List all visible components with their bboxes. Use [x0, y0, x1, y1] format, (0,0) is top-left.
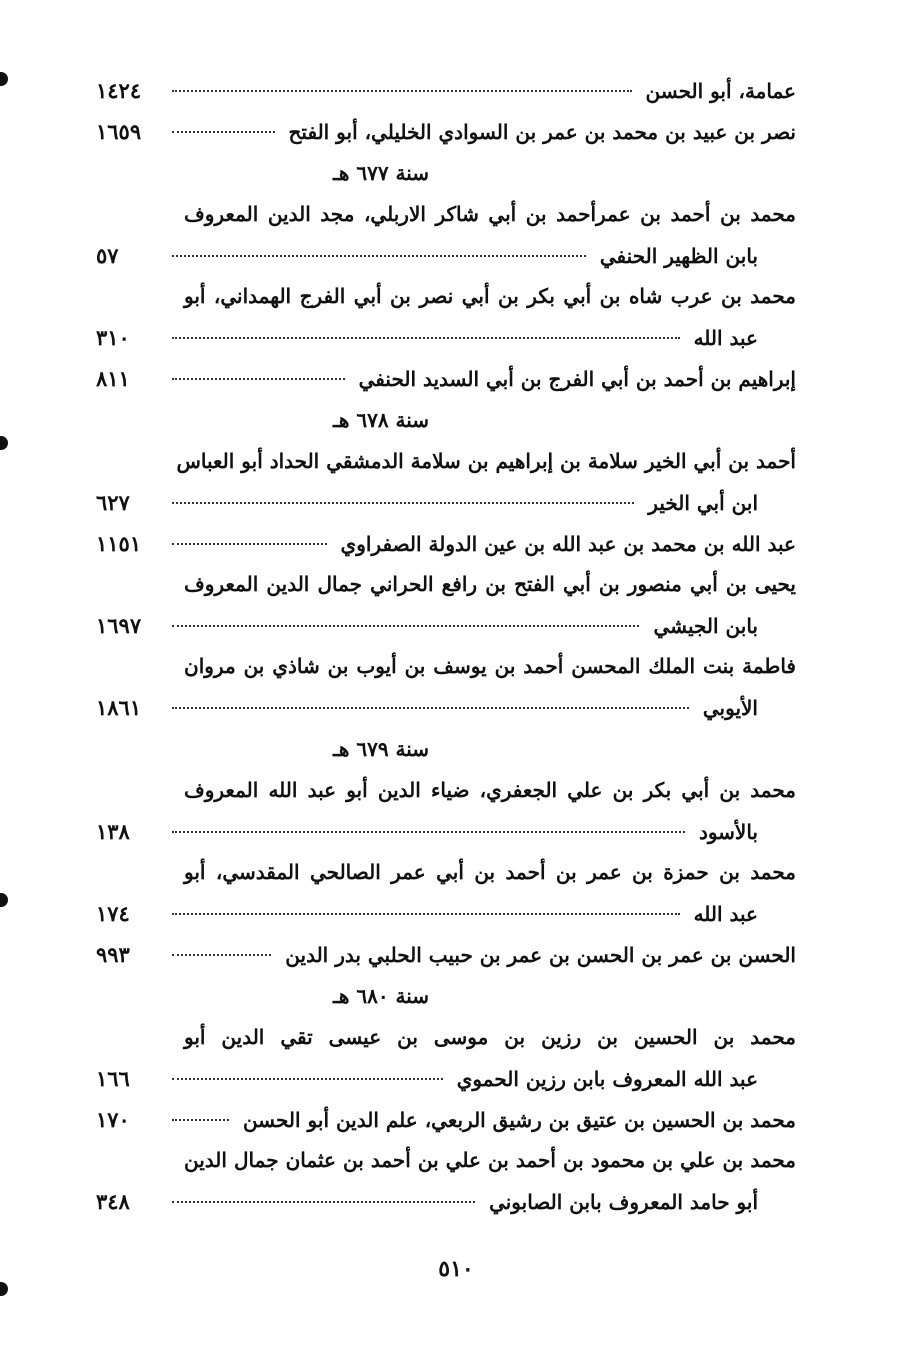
- entry-name: إبراهيم بن أحمد بن أبي الفرج بن أبي السديد الحنفي: [358, 367, 796, 391]
- year-heading: سنة ٦٧٨ هـ: [332, 408, 430, 432]
- binding-mark: [0, 72, 8, 86]
- dot-leader: [172, 954, 271, 956]
- index-entry: [96, 111, 796, 152]
- dot-leader: [172, 625, 639, 627]
- entry-name-line: محمد بن الحسين بن رزين بن موسى بن عيسى تقي الدين أبو: [184, 1025, 796, 1049]
- entry-page-number: ١١٥١: [96, 531, 142, 556]
- entry-page-number: ٣٤٨: [96, 1189, 130, 1214]
- entry-page-number: ٩٩٣: [96, 942, 130, 967]
- entry-line: [96, 687, 796, 728]
- index-entry: [96, 1017, 796, 1099]
- dot-leader: [172, 1201, 475, 1203]
- entry-page-number: ١٦٦: [96, 1066, 130, 1091]
- dot-leader: [172, 502, 634, 504]
- dot-leader: [172, 831, 685, 833]
- entry-name: عبد الله المعروف بابن رزين الحموي: [456, 1067, 758, 1091]
- entry-line: [96, 523, 796, 564]
- entry-name: عمامة، أبو الحسن: [645, 79, 796, 103]
- entry-page-number: ١٤٢٤: [96, 78, 142, 103]
- entry-name: عبد الله بن محمد بن عبد الله بن عين الدولة الصفراوي: [340, 532, 796, 556]
- entry-name-line: يحيى بن أبي منصور بن أبي الفتح بن رافع الحراني جمال الدين المعروف: [184, 572, 796, 596]
- index-entry: [96, 646, 796, 728]
- binding-mark: [0, 893, 8, 907]
- entry-name-line: محمد بن علي بن محمود بن أحمد بن علي بن أحمد بن عثمان جمال الدين: [184, 1148, 796, 1172]
- dot-leader: [172, 337, 680, 339]
- entry-line: [96, 111, 796, 152]
- index-entry: [96, 441, 796, 523]
- index-entry: [96, 770, 796, 852]
- entry-line: [96, 811, 796, 852]
- index-entry: [96, 194, 796, 276]
- index-list: [96, 70, 796, 1222]
- entry-line: [96, 1181, 796, 1222]
- entry-name-line: أحمد بن أبي الخير سلامة بن إبراهيم بن سلامة الدمشقي الحداد أبو العباس: [176, 449, 796, 473]
- entry-page-number: ٣١٠: [96, 325, 130, 350]
- entry-line: [96, 605, 796, 646]
- entry-name: نصر بن عبيد بن محمد بن عمر بن السوادي الخليلي، أبو الفتح: [288, 120, 796, 144]
- entry-line: [96, 1058, 796, 1099]
- year-heading: سنة ٦٨٠ هـ: [332, 984, 430, 1008]
- entry-page-number: ٥٧: [96, 243, 119, 268]
- entry-page-number: ٦٢٧: [96, 490, 130, 515]
- index-entry: [96, 276, 796, 358]
- dot-leader: [172, 707, 689, 709]
- entry-name: بالأسود: [698, 820, 758, 844]
- entry-name: عبد الله: [693, 326, 758, 350]
- entry-page-number: ١٦٩٧: [96, 613, 142, 638]
- year-heading: سنة ٦٧٩ هـ: [332, 737, 430, 761]
- index-entry: [96, 70, 796, 111]
- entry-name: الحسن بن عمر بن الحسن بن عمر بن حبيب الحلبي بدر الدين: [285, 943, 796, 967]
- entry-name: الأيوبي: [702, 696, 758, 720]
- index-entry: [96, 358, 796, 399]
- dot-leader: [172, 378, 345, 380]
- dot-leader: [172, 131, 275, 133]
- index-entry: [96, 934, 796, 975]
- entry-name: ابن أبي الخير: [648, 491, 758, 515]
- page-number: ٥١٠: [438, 1256, 474, 1282]
- entry-name: عبد الله: [693, 902, 758, 926]
- entry-line: [96, 934, 796, 975]
- entry-name: أبو حامد المعروف بابن الصابوني: [489, 1190, 758, 1214]
- entry-page-number: ٨١١: [96, 366, 130, 391]
- index-entry: [96, 1140, 796, 1222]
- entry-line: [96, 358, 796, 399]
- index-entry: [96, 523, 796, 564]
- entry-page-number: ١٣٨: [96, 819, 130, 844]
- entry-page-number: ١٦٥٩: [96, 119, 142, 144]
- entry-line: [96, 317, 796, 358]
- dot-leader: [172, 543, 327, 545]
- dot-leader: [172, 90, 632, 92]
- index-entry: [96, 852, 796, 934]
- entry-line: [96, 1099, 796, 1140]
- entry-page-number: ١٧٠: [96, 1107, 130, 1132]
- entry-name-line: فاطمة بنت الملك المحسن أحمد بن يوسف بن أيوب بن شاذي بن مروان: [184, 654, 796, 678]
- entry-line: [96, 893, 796, 934]
- binding-mark: [0, 1282, 8, 1296]
- entry-page-number: ١٧٤: [96, 901, 130, 926]
- index-entry: [96, 1099, 796, 1140]
- year-heading: سنة ٦٧٧ هـ: [332, 161, 430, 185]
- entry-name-line: محمد بن أبي بكر بن علي الجعفري، ضياء الدين أبو عبد الله المعروف: [184, 778, 796, 802]
- entry-line: [96, 235, 796, 276]
- index-entry: [96, 564, 796, 646]
- entry-name-line: محمد بن أحمد بن عمرأحمد بن أبي شاكر الاربلي، مجد الدين المعروف: [184, 202, 796, 226]
- entry-name-line: محمد بن عرب شاه بن أبي بكر بن أبي نصر بن أبي الفرج الهمداني، أبو: [184, 284, 796, 308]
- dot-leader: [172, 1119, 229, 1121]
- entry-name: بابن الظهير الحنفي: [599, 244, 758, 268]
- entry-line: [96, 70, 796, 111]
- entry-name-line: محمد بن حمزة بن عمر بن أحمد بن أبي عمر الصالحي المقدسي، أبو: [184, 860, 796, 884]
- entry-line: [96, 482, 796, 523]
- dot-leader: [172, 255, 586, 257]
- dot-leader: [172, 913, 680, 915]
- binding-mark: [0, 436, 8, 450]
- entry-name: بابن الجيشي: [653, 614, 758, 638]
- entry-page-number: ١٨٦١: [96, 695, 142, 720]
- dot-leader: [172, 1078, 443, 1080]
- entry-name: محمد بن الحسين بن عتيق بن رشيق الربعي، علم الدين أبو الحسن: [242, 1108, 796, 1132]
